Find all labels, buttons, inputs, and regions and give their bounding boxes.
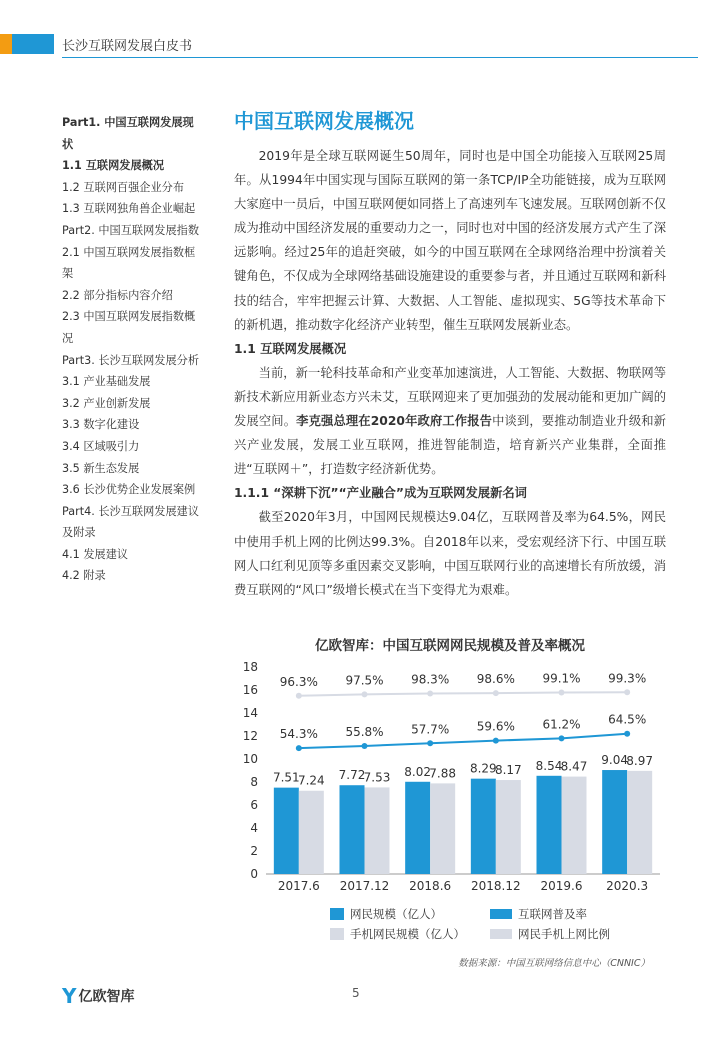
section-heading-1-1: 1.1 互联网发展概况 bbox=[234, 341, 347, 356]
bar-users bbox=[340, 785, 365, 874]
toc-item[interactable]: 及附录 bbox=[62, 526, 96, 540]
toc-item[interactable]: 况 bbox=[62, 331, 74, 345]
x-tick-label: 2018.12 bbox=[471, 879, 521, 893]
toc-item[interactable]: 3.6 长沙优势企业发展案例 bbox=[62, 483, 196, 497]
toc-item[interactable]: 状 bbox=[62, 137, 74, 151]
x-tick-label: 2017.12 bbox=[339, 879, 390, 893]
toc-item[interactable]: 2.1 中国互联网发展指数框 bbox=[62, 245, 196, 259]
line-value-label: 54.3% bbox=[279, 727, 318, 742]
toc-item[interactable]: 1.2 互联网百强企业分布 bbox=[62, 180, 185, 194]
header-title: 长沙互联网发展白皮书 bbox=[62, 39, 193, 54]
bar-mobile-users bbox=[562, 777, 587, 874]
logo-text: 亿欧智库 bbox=[78, 989, 135, 1005]
toc-item[interactable]: 1.3 互联网独角兽企业崛起 bbox=[62, 202, 196, 216]
bar-users bbox=[537, 776, 562, 874]
y-tick-label: 10 bbox=[242, 752, 258, 766]
line-point bbox=[493, 690, 499, 696]
legend-swatch-mobile-users bbox=[330, 928, 344, 940]
y-tick-label: 0 bbox=[250, 867, 258, 881]
bar-value-label: 9.04 bbox=[601, 753, 629, 768]
line-value-label: 97.5% bbox=[345, 673, 384, 688]
legend-item-users bbox=[330, 906, 490, 922]
header-accent-orange bbox=[0, 34, 12, 54]
line-point bbox=[493, 738, 499, 744]
y-tick-label: 6 bbox=[250, 798, 258, 812]
bar-value-label: 7.88 bbox=[429, 766, 457, 781]
bar-value-label: 8.29 bbox=[469, 761, 497, 776]
line-value-label: 99.1% bbox=[542, 671, 581, 686]
bar-users bbox=[405, 782, 430, 874]
bar-mobile-users bbox=[365, 787, 390, 874]
line-point bbox=[362, 691, 368, 697]
bar-value-label: 7.53 bbox=[363, 770, 391, 785]
line-point bbox=[296, 693, 302, 699]
bar-users bbox=[471, 779, 496, 874]
line-point bbox=[296, 745, 302, 751]
bar-value-label: 8.02 bbox=[404, 764, 432, 779]
line-value-label: 64.5% bbox=[608, 712, 647, 727]
paragraph-1-1-emphasis: 李克强总理在2020年政府工作报告 bbox=[296, 414, 493, 429]
bar-mobile-users bbox=[627, 771, 652, 874]
line-point bbox=[427, 690, 433, 696]
legend-label-mobile-users: 手机网民规模（亿人） bbox=[350, 927, 465, 941]
line-value-label: 96.3% bbox=[279, 674, 318, 689]
bar-users bbox=[602, 770, 627, 874]
bar-value-label: 8.17 bbox=[494, 763, 522, 778]
bar-value-label: 8.97 bbox=[626, 753, 654, 768]
legend-item-mobile-ratio bbox=[490, 926, 650, 942]
y-tick-label: 16 bbox=[242, 683, 258, 697]
page-number: 5 bbox=[352, 986, 360, 1000]
bar-value-label: 7.24 bbox=[297, 773, 325, 788]
internet-users-chart bbox=[230, 655, 670, 895]
toc-item[interactable]: 3.5 新生态发展 bbox=[62, 461, 140, 475]
toc-item[interactable]: 3.2 产业创新发展 bbox=[62, 396, 151, 410]
bar-value-label: 8.47 bbox=[560, 759, 588, 774]
toc-item[interactable]: 4.2 附录 bbox=[62, 569, 106, 583]
toc-item[interactable]: Part4. 长沙互联网发展建议 bbox=[62, 504, 200, 518]
header-divider bbox=[62, 57, 698, 58]
legend-item-penetration bbox=[490, 906, 650, 922]
bar-value-label: 8.54 bbox=[535, 758, 563, 773]
paragraph-1-1-part-a: 当前，新一轮科技革命和产业变革加速演进，人工智能、大数据、物联网等新技术新应用新业态方兴未艾，互联网迎来了更加强劲的发展动能和更加广阔的发展空间。 bbox=[234, 365, 666, 429]
line-value-label: 99.3% bbox=[608, 671, 647, 686]
line-value-label: 55.8% bbox=[345, 724, 384, 739]
data-source: 数据来源：中国互联网络信息中心（CNNIC） bbox=[458, 958, 650, 969]
y-tick-label: 4 bbox=[250, 821, 258, 835]
legend-item-mobile-users bbox=[330, 926, 490, 942]
section-heading-1-1-1: 1.1.1 “深耕下沉”“产业融合”成为互联网发展新名词 bbox=[234, 486, 527, 501]
x-tick-label: 2018.6 bbox=[409, 879, 452, 893]
paragraph-1-1 bbox=[234, 361, 666, 481]
bar-mobile-users bbox=[299, 791, 324, 874]
line-point bbox=[559, 735, 565, 741]
line-value-label: 98.6% bbox=[476, 672, 515, 687]
bar-mobile-users bbox=[430, 783, 455, 874]
intro-paragraph: 2019年是全球互联网诞生50周年，同时也是中国全功能接入互联网25周年。从1994年中国实现与国际互联网的第一条TCP/IP全功能链接，成为互联网大家庭中一员后，中国互联网便如同搭上了高速列车飞速发展。互联网创新不仅成为推动中国经济发展的重要动力之一，同时也对中国的经济发展方式产生了深远影响。经过25年的追赶突破，如今的中国互联网在全球网络治理中扮演着关键角色，不仅成为全球网络基础设施建设的重要参与者，并且通过互联网和新科技的结合，牢牢把握云计算、大数据、人工智能、虚拟现实、5G等技术革命下的新机遇，推动数字化经济产业转型，催生互联网发展新业态。 bbox=[234, 149, 666, 332]
line-value-label: 98.3% bbox=[411, 672, 450, 687]
legend-label-mobile-ratio: 网民手机上网比例 bbox=[518, 927, 610, 941]
bar-users bbox=[274, 788, 299, 874]
toc-item[interactable]: Part2. 中国互联网发展指数 bbox=[62, 223, 200, 237]
toc-item[interactable]: 1.1 互联网发展概况 bbox=[62, 159, 165, 173]
line-point bbox=[427, 740, 433, 746]
line-point bbox=[362, 743, 368, 749]
toc-item[interactable]: 3.4 区域吸引力 bbox=[62, 439, 140, 453]
y-tick-label: 2 bbox=[250, 844, 258, 858]
table-of-contents bbox=[62, 112, 214, 587]
toc-item[interactable]: 架 bbox=[62, 267, 74, 281]
x-tick-label: 2019.6 bbox=[540, 879, 583, 893]
header-accent-blue bbox=[12, 34, 54, 54]
toc-item[interactable]: Part3. 长沙互联网发展分析 bbox=[62, 353, 200, 367]
legend-swatch-mobile-ratio bbox=[490, 929, 512, 939]
page-title: 中国互联网发展概况 bbox=[234, 109, 414, 133]
line-point bbox=[624, 731, 630, 737]
main-content bbox=[234, 105, 666, 602]
logo-icon: Y bbox=[62, 984, 77, 1008]
toc-item[interactable]: 2.2 部分指标内容介绍 bbox=[62, 288, 173, 302]
y-tick-label: 8 bbox=[250, 775, 258, 789]
toc-item[interactable]: 3.1 产业基础发展 bbox=[62, 375, 151, 389]
line-value-label: 61.2% bbox=[542, 717, 581, 732]
x-tick-label: 2017.6 bbox=[277, 879, 320, 893]
legend-label-users: 网民规模（亿人） bbox=[350, 907, 442, 921]
bar-mobile-users bbox=[496, 780, 521, 874]
legend-swatch-penetration bbox=[490, 909, 512, 919]
y-tick-label: 18 bbox=[242, 660, 258, 674]
bar-value-label: 7.51 bbox=[272, 770, 300, 785]
paragraph-1-1-part-c: 中谈到，要推动制造业升级和新兴产业发展，发展工业互联网，推进智能制造，培育新兴产业集群，全面推进“互联网＋”，打造数字经济新优势。 bbox=[234, 414, 666, 477]
line-value-label: 57.7% bbox=[411, 722, 450, 737]
line-point bbox=[559, 690, 565, 696]
toc-item[interactable]: 4.1 发展建议 bbox=[62, 547, 129, 561]
x-tick-label: 2020.3 bbox=[606, 879, 649, 893]
legend-label-penetration: 互联网普及率 bbox=[518, 907, 587, 921]
y-tick-label: 14 bbox=[242, 706, 258, 720]
toc-item[interactable]: 2.3 中国互联网发展指数概 bbox=[62, 310, 196, 324]
paragraph-1-1-1: 截至2020年3月，中国网民规模达9.04亿，互联网普及率为64.5%，网民中使用手机上网的比例达99.3%。自2018年以来，受宏观经济下行、中国互联网人口红利见顶等多重因素交叉影响，中国互联网行业的高速增长有所放缓，消费互联网的“风口”级增长模式在当下变得尤为艰难。 bbox=[234, 510, 666, 597]
line-point bbox=[624, 689, 630, 695]
chart-legend bbox=[330, 904, 660, 944]
chart-title: 亿欧智库：中国互联网网民规模及普及率概况 bbox=[315, 638, 585, 654]
footer-logo bbox=[62, 984, 134, 1008]
legend-swatch-users bbox=[330, 908, 344, 920]
mobile-ratio-line bbox=[299, 692, 627, 695]
bar-value-label: 7.72 bbox=[338, 768, 366, 783]
toc-item[interactable]: 3.3 数字化建设 bbox=[62, 418, 140, 432]
toc-item[interactable]: Part1. 中国互联网发展现 bbox=[62, 116, 194, 129]
y-tick-label: 12 bbox=[242, 729, 258, 743]
line-value-label: 59.6% bbox=[476, 719, 515, 734]
